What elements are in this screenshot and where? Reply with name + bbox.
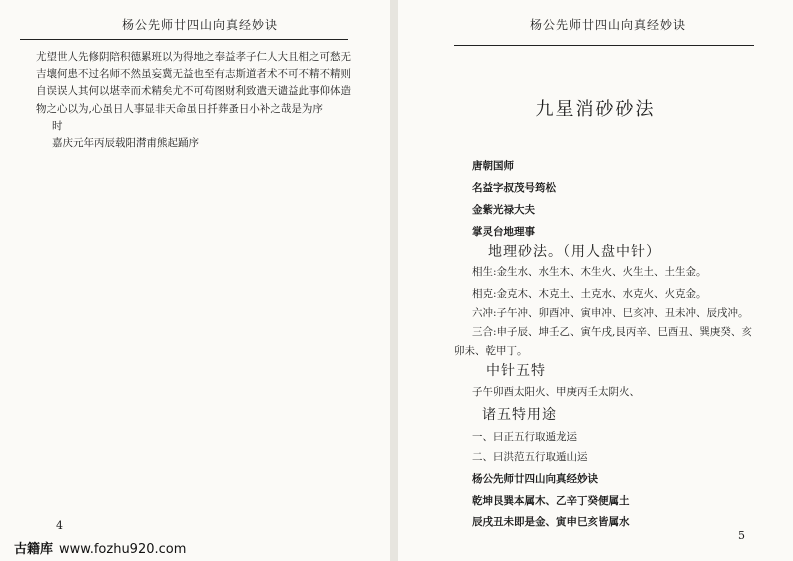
left-running-header: 杨公先师廿四山向真经妙诀 xyxy=(121,18,278,32)
text-line: 唐朝国师 xyxy=(472,160,514,172)
text-line: 三合:申子辰、坤壬乙、寅午戌,艮丙辛、巳酉丑、巽庚癸、亥 xyxy=(472,326,752,338)
text-line: 金紫光禄大夫 xyxy=(472,204,535,216)
left-body-text xyxy=(36,49,354,152)
text-line: 一、曰正五行取遁龙运 xyxy=(472,431,577,443)
watermark-url: www.fozhu920.com xyxy=(59,542,187,557)
right-page xyxy=(398,0,793,561)
text-line: 辰戌丑未即是金、寅申巳亥皆属水 xyxy=(472,516,630,528)
preface-paragraph: 尤望世人先修阴陪积德累班以为得地之奉益孝子仁人大且相之可愁无吉壤何患不过名师不然虽妄冀无益也至有志斯道者术不可不精不精则自误误人其何以堪幸而术精矣尤不可苟图财利致遣天谴益此事仰体造物之心以为,心虽日人事显非天命虽日扦葬蚤日小补之哉是为序 xyxy=(36,51,351,115)
text-line: 六冲:子午冲、卯酉冲、寅申冲、巳亥冲、丑未冲、辰戌冲。 xyxy=(472,307,749,319)
text-line: 卯未、乾甲丁。 xyxy=(454,345,528,357)
text-line: 相克:金克木、木克土、土克水、水克火、火克金。 xyxy=(472,288,707,300)
right-running-header: 杨公先师廿四山向真经妙诀 xyxy=(529,18,686,32)
text-line: 名益字叔茂号筠松 xyxy=(472,182,556,194)
book-gutter xyxy=(390,0,398,561)
right-header-rule xyxy=(454,45,754,46)
chapter-title: 九星消砂砂法 xyxy=(535,99,656,120)
preface-sign-label: 时 xyxy=(52,119,63,132)
watermark-name: 古籍库 xyxy=(14,542,54,557)
section-heading: 地理砂法。（用人盘中针） xyxy=(488,244,661,260)
preface-date-line: 嘉庆元年丙辰载阳潸甫熊起踊序 xyxy=(52,137,199,150)
left-header-rule xyxy=(20,39,348,40)
left-page xyxy=(0,0,390,561)
text-line: 子午卯酉太阳火、甲庚丙壬太阴火、 xyxy=(472,386,640,398)
text-line: 相生:金生水、水生木、木生火、火生土、土生金。 xyxy=(472,266,707,278)
right-page-number: 5 xyxy=(738,529,745,542)
section-heading: 中针五特 xyxy=(486,363,546,379)
section-heading: 诸五特用途 xyxy=(482,407,557,423)
left-page-number: 4 xyxy=(56,519,63,532)
text-line: 杨公先师廿四山向真经妙诀 xyxy=(472,473,598,485)
text-line: 二、曰洪范五行取遁山运 xyxy=(472,451,588,463)
site-watermark xyxy=(14,538,186,557)
text-line: 掌灵台地理事 xyxy=(472,226,535,238)
text-line: 乾坤艮巽本属木、乙辛丁癸便属土 xyxy=(472,495,630,507)
